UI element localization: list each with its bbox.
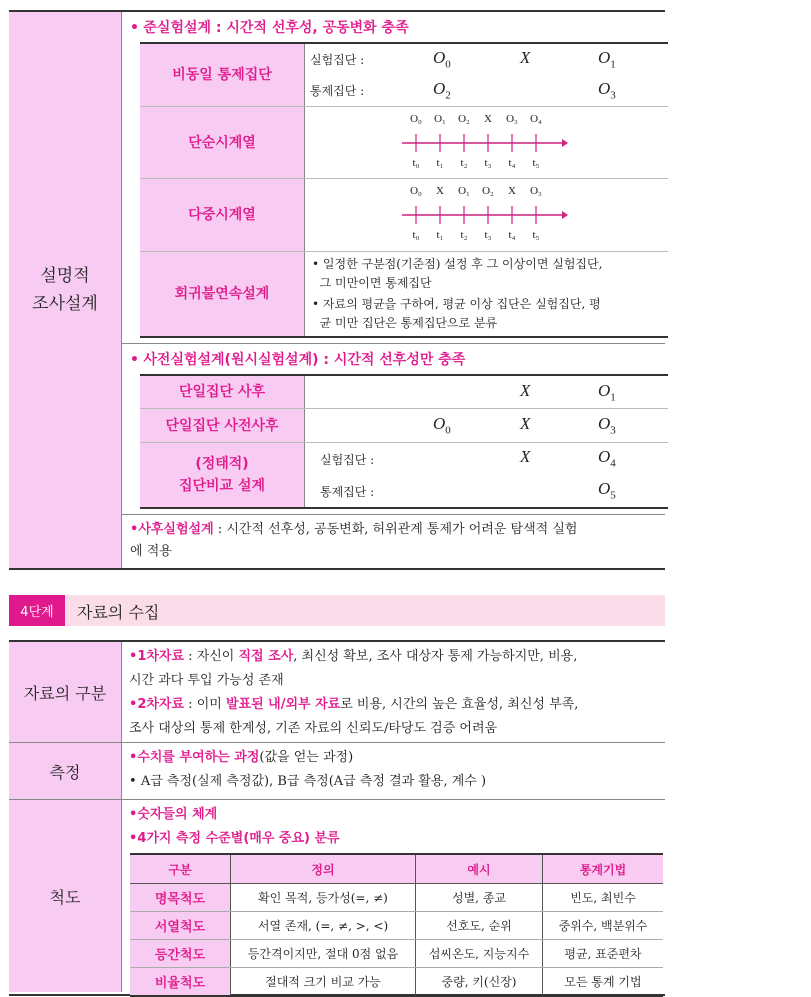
table-row (130, 884, 663, 912)
scale-cell: 성별, 종교 (416, 884, 543, 912)
single-prepost-x: X (520, 414, 531, 433)
data-collection-table (9, 640, 665, 996)
static-exp-label: 실험집단 : (320, 453, 375, 467)
noneq-o2: $O_2$ (433, 79, 451, 102)
scale-cell: 모든 통계 기법 (543, 968, 664, 997)
scale-cell: 선호도, 순위 (416, 912, 543, 940)
noneq-o1: $O_1$ (598, 48, 616, 71)
multi-ts-obs: O₂ (482, 185, 494, 197)
multi-ts-obs: O₃ (530, 185, 542, 197)
scale-cell: 명목척도 (130, 884, 231, 912)
single-post-label: 단일집단 사후 (140, 376, 305, 408)
data-class-text: •1차자료 : 자신이 직접 조사, 최신성 확보, 조사 대상자 통제 가능하지만, 비용, 시간 과다 투입 가능성 존재 •2차자료 : 이미 발표된 내/외부 자료로 비용, 시간의 높은 효율성, 최신성 부족, 조사 대상의 통제 한계성, 기존 자료의 신뢰도/타당도 검증 어려움 (129, 649, 579, 736)
explanatory-label (9, 12, 122, 568)
pre-title: • 사전실험설계(원시실험설계) : 시간적 선후성만 충족 (130, 352, 466, 368)
stage-title: 자료의 수집 (77, 603, 160, 622)
static-ctl-label: 통제집단 : (320, 485, 375, 499)
quasi-inner-table (140, 42, 668, 338)
scale-cell: 섭씨온도, 지능지수 (416, 940, 543, 968)
scale-label: 척도 (9, 800, 122, 992)
scale-header-cell: 예시 (416, 854, 543, 884)
scale-cell: 평균, 표준편차 (543, 940, 664, 968)
multi-ts-obs: X (508, 185, 516, 197)
noneq-ctl-label: 통제집단 : (310, 84, 365, 98)
static-group-label: (정태적) 집단비교 설계 (140, 443, 305, 507)
multi-ts-time: t₄ (508, 229, 516, 241)
measure-text: •수치를 부여하는 과정(값을 얻는 과정) • A급 측정(실제 측정값), B급 측정(A급 측정 결과 활용, 계수 ) (129, 750, 487, 789)
simple-ts-obs: O₀ (410, 113, 422, 125)
scale-header-cell: 통계기법 (543, 854, 664, 884)
measure-row (9, 743, 665, 800)
explanatory-label-line1: 설명적 (40, 266, 90, 286)
simple-ts-obs: O₂ (458, 113, 470, 125)
noneq-row (140, 44, 668, 107)
pre-inner-table (140, 374, 668, 509)
quasi-section (122, 12, 665, 344)
multi-ts-time: t₀ (412, 229, 420, 241)
post-text: •사후실험설계 : 시간적 선후성, 공동변화, 허위관계 통제가 어려운 탐색적 실험 에 적용 (130, 522, 578, 559)
stage-tag: 4단계 (9, 595, 65, 626)
single-post-o1: $O_1$ (598, 381, 616, 404)
simple-ts-time: t₅ (532, 157, 540, 169)
explanatory-design-table (9, 10, 665, 570)
simple-ts-label: 단순시계열 (140, 107, 305, 178)
multi-ts-obs: X (436, 185, 444, 197)
simple-ts-time: t₃ (484, 157, 492, 169)
rd-label: 회귀불연속설계 (140, 252, 305, 336)
single-prepost-o3: $O_3$ (598, 414, 616, 437)
scale-cell: 비율척도 (130, 968, 231, 997)
simple-ts-obs: O₃ (506, 113, 518, 125)
simple-ts-obs: X (484, 113, 492, 125)
noneq-x: X (520, 48, 531, 67)
static-x: X (520, 447, 531, 466)
multi-ts-time: t₁ (436, 229, 444, 241)
rd-bullet-1: • 일정한 구분점(기준점) 설정 후 그 이상이면 실험집단, 그 미만이면 통제집단 (312, 257, 603, 290)
multi-ts-row (140, 179, 668, 252)
single-post-x: X (520, 381, 531, 400)
scale-cell: 중량, 키(신장) (416, 968, 543, 997)
pre-section (122, 344, 665, 515)
multi-ts-obs: O₁ (458, 185, 470, 197)
scale-header-cell: 정의 (231, 854, 416, 884)
rd-row (140, 252, 668, 336)
pre-row-1 (140, 376, 668, 409)
multi-ts-time: t₃ (484, 229, 492, 241)
simple-ts-obs: O₄ (530, 113, 542, 125)
multi-ts-time: t₅ (532, 229, 540, 241)
data-class-label: 자료의 구분 (9, 642, 122, 742)
scale-cell: 확인 목적, 등가성(=, ≠) (231, 884, 416, 912)
pre-row-3 (140, 443, 668, 507)
multi-ts-label: 다중시계열 (140, 179, 305, 251)
scale-cell: 중위수, 백분위수 (543, 912, 664, 940)
scale-table (130, 853, 663, 997)
table-row (130, 940, 663, 968)
static-o4: $O_4$ (598, 447, 616, 470)
scale-cell: 서열척도 (130, 912, 231, 940)
multi-ts-obs: O₀ (410, 185, 422, 197)
data-class-row (9, 642, 665, 743)
simple-ts-time: t₀ (412, 157, 420, 169)
noneq-label: 비동일 통제집단 (140, 44, 305, 106)
scale-cell: 빈도, 최빈수 (543, 884, 664, 912)
scale-cell: 절대적 크기 비교 가능 (231, 968, 416, 997)
quasi-title: • 준실험설계 : 시간적 선후성, 공동변화 충족 (130, 20, 409, 36)
single-prepost-o0: $O_0$ (433, 414, 451, 437)
noneq-exp-label: 실험집단 : (310, 53, 365, 67)
explanatory-label-line2: 조사설계 (32, 294, 98, 314)
scale-bullets: •숫자들의 체계 •4가지 측정 수준별(매우 중요) 분류 (129, 807, 340, 846)
simple-ts-obs: O₁ (434, 113, 446, 125)
simple-ts-row (140, 107, 668, 179)
measure-label: 측정 (9, 743, 122, 799)
table-row (130, 968, 663, 997)
simple-ts-time: t₁ (436, 157, 444, 169)
noneq-o3: $O_3$ (598, 79, 616, 102)
table-row (130, 912, 663, 940)
multi-ts-time: t₂ (460, 229, 468, 241)
scale-header-cell: 구분 (130, 854, 231, 884)
simple-ts-time: t₂ (460, 157, 468, 169)
stage-header (9, 595, 665, 626)
scale-cell: 서열 존재, (=, ≠, >, <) (231, 912, 416, 940)
scale-table-header (130, 854, 663, 884)
scale-cell: 등간격이지만, 절대 0점 없음 (231, 940, 416, 968)
simple-ts-time: t₄ (508, 157, 516, 169)
single-prepost-label: 단일집단 사전사후 (140, 409, 305, 442)
scale-cell: 등간척도 (130, 940, 231, 968)
noneq-o0: $O_0$ (433, 48, 451, 71)
post-section (122, 515, 665, 568)
pre-row-2 (140, 409, 668, 443)
rd-bullet-2: • 자료의 평균을 구하여, 평균 이상 집단은 실험집단, 평 균 미만 집단은 통제집단으로 분류 (312, 297, 601, 330)
static-o5: $O_5$ (598, 479, 616, 502)
